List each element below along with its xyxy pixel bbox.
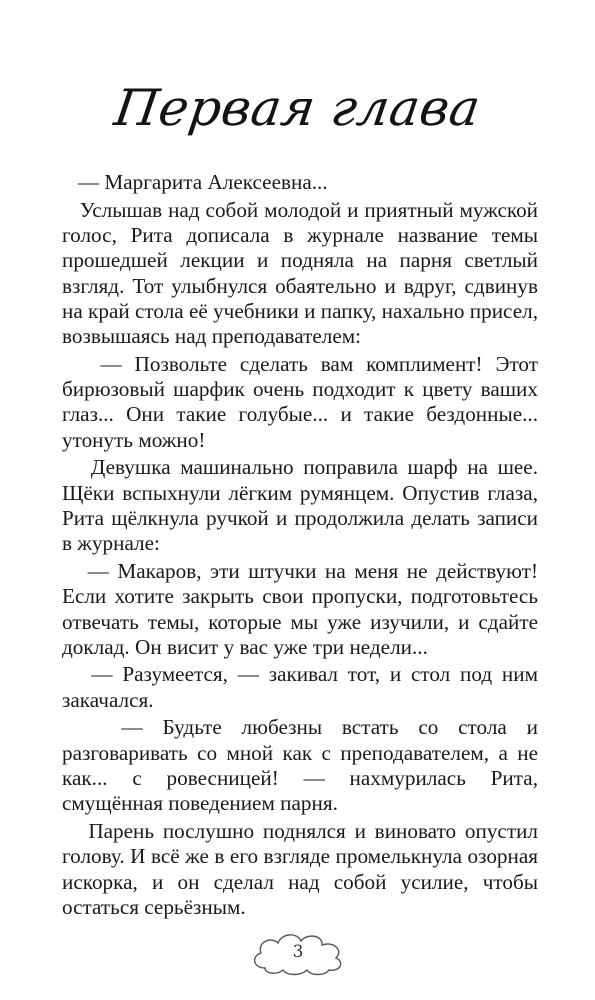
paragraph: — Будьте любезны встать со стола и разговаривать со мной как с преподавателем, а не как... с ровесницей! — нахмурилась Рита, смущённая поведением парня. [62,715,538,816]
paragraph: — Разумеется, — закивал тот, и стол под ним закачался. [62,662,538,712]
paragraph: Девушка машинально поправила шарф на шее. Щёки вспыхнули лёгким румянцем. Опустив глаза, Рита щёлкнула ручкой и продолжила делать записи в журнале: [62,455,538,556]
paragraph: — Маргарита Алексеевна... [62,170,328,194]
paragraph: — Макаров, эти штучки на меня не действуют! Если хотите закрыть свои пропуски, подготовьтесь отвечать темы, которые мы уже изучили, и сдайте доклад. Он висит у вас уже три недели... [62,558,538,659]
chapter-text [62,170,538,922]
page-number: 3 [292,942,304,962]
paragraph: Парень послушно поднялся и виновато опустил голову. И всё же в его взгляде промелькнула озорная искорка, и он сделал над собой усилие, чтобы остаться серьёзным. [62,818,538,919]
paragraph: — Позвольте сделать вам комплимент! Этот бирюзовый шарфик очень подходит к цвету ваших глаз... Они такие голубые... и такие бездонные... утонуть можно! [62,351,538,452]
chapter-title: Первая глава [110,79,485,137]
paragraph: Услышав над собой молодой и приятный мужской голос, Рита дописала в журнале название темы прошедшей лекции и подняла на парня светлый взгляд. Тот улыбнулся обаятельно и вдруг, сдвинув на край стола её учебники и папку, нахально присел, возвышаясь над преподавателем: [62,197,538,349]
page-number-badge [245,928,351,978]
